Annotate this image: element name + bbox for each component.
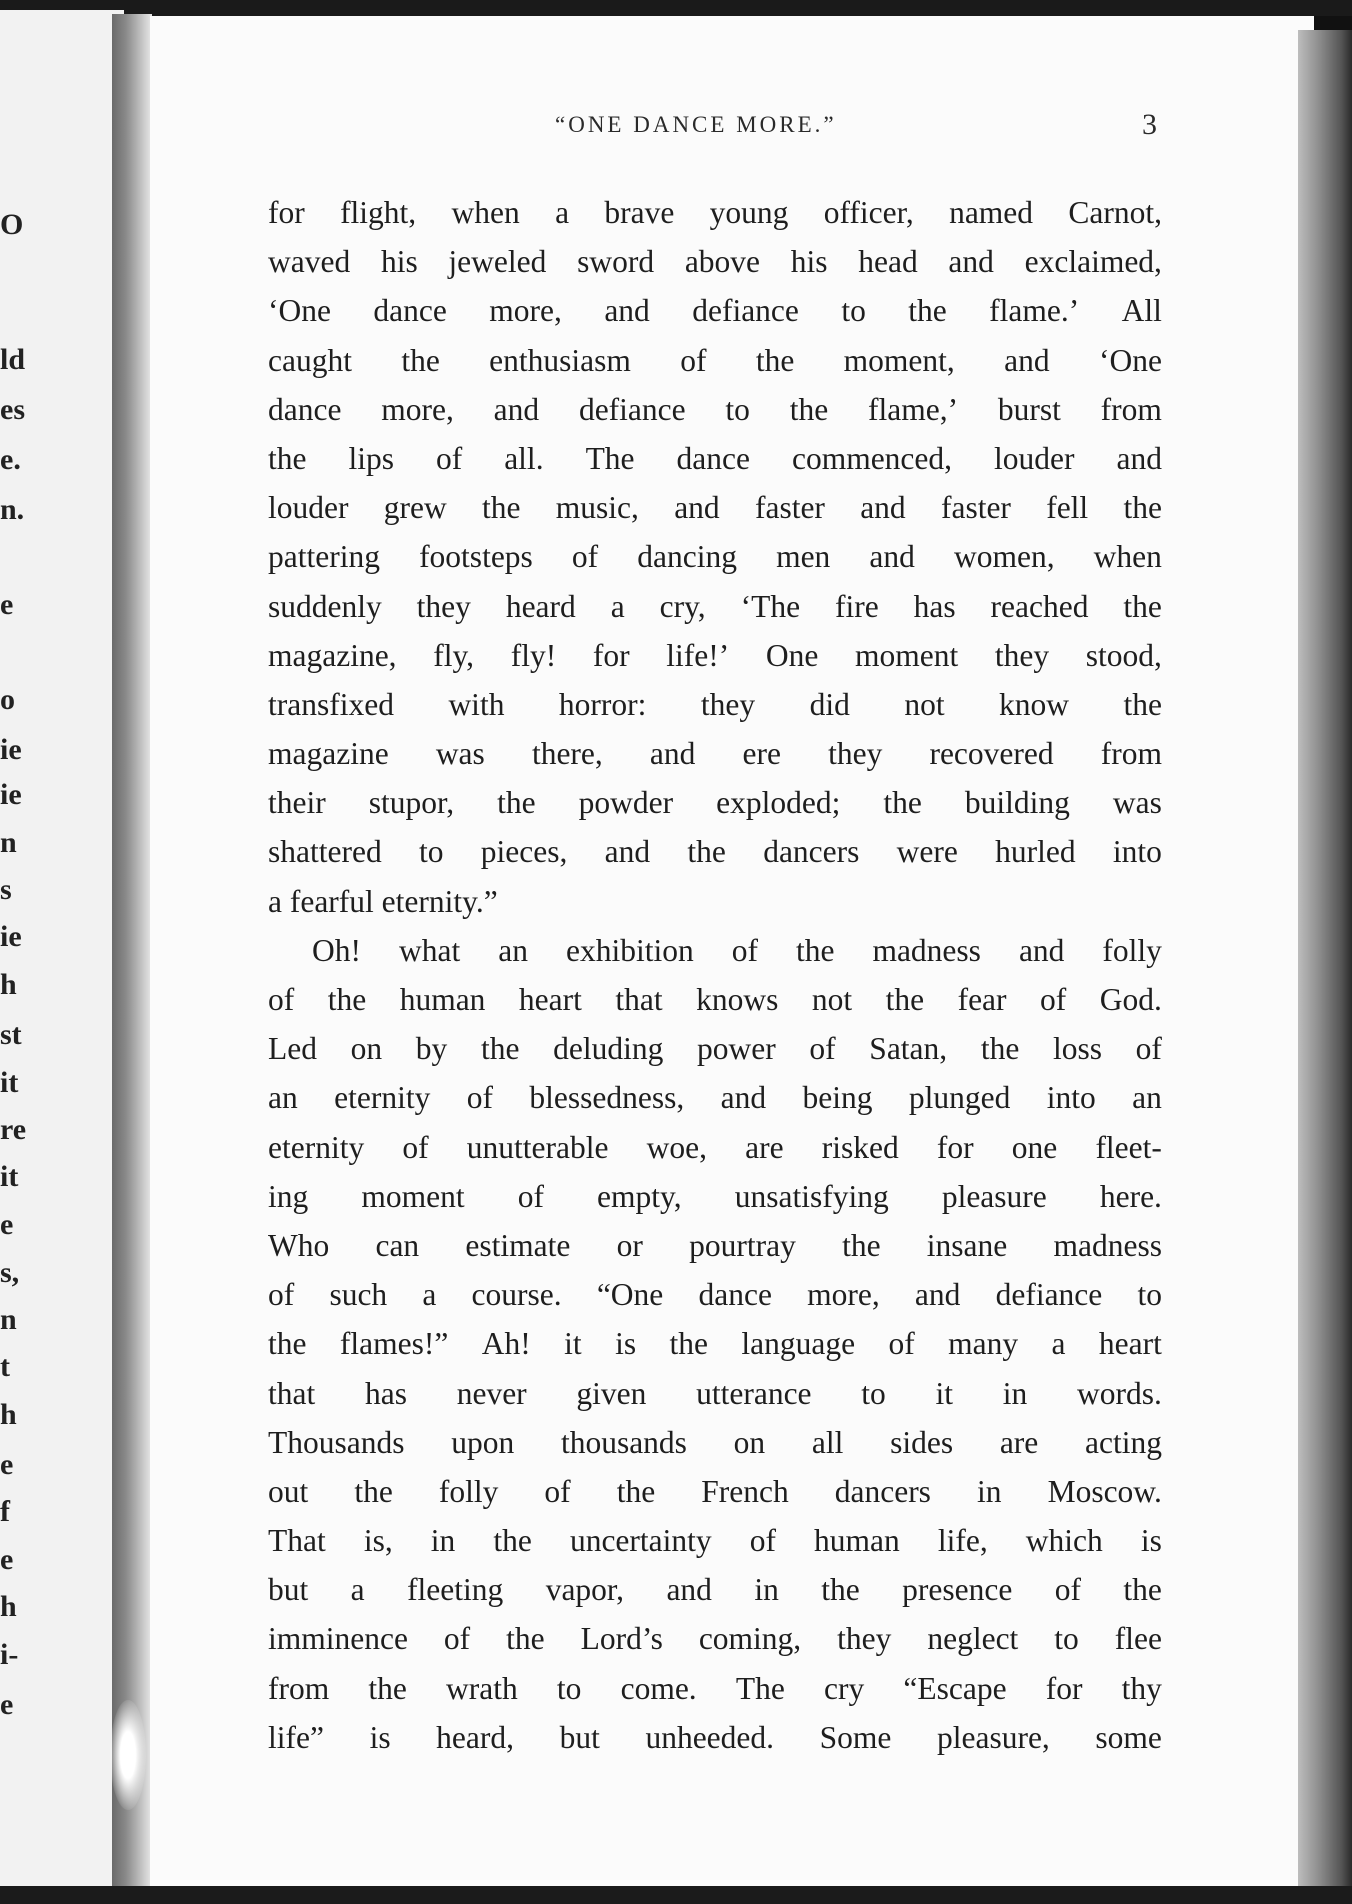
text-line: the lips of all. The dance commenced, louder and bbox=[268, 440, 1162, 476]
facing-page-edge bbox=[0, 10, 124, 1890]
text-line: louder grew the music, and faster and faster fell the bbox=[268, 490, 1162, 526]
facing-page-fragment: n. bbox=[0, 493, 25, 526]
text-line: for flight, when a brave young officer, named Carnot, bbox=[268, 195, 1162, 230]
facing-page-fragment: n bbox=[0, 826, 17, 859]
facing-page-fragment: e bbox=[0, 1543, 14, 1576]
text-line: imminence of the Lord’s coming, they neglect to flee bbox=[268, 1621, 1162, 1657]
text-line: but a fleeting vapor, and in the presence of the bbox=[268, 1572, 1162, 1608]
facing-page-fragment: h bbox=[0, 1398, 17, 1431]
text-line: eternity of unutterable woe, are risked for one fleet- bbox=[268, 1129, 1162, 1165]
text-line: a fearful eternity.” bbox=[268, 883, 498, 919]
facing-page-fragment: re bbox=[0, 1113, 27, 1146]
body-text bbox=[268, 188, 1162, 1762]
facing-page-fragment: it bbox=[0, 1160, 19, 1193]
facing-page-fragment: e bbox=[0, 1208, 14, 1241]
facing-page-fragment: ie bbox=[0, 778, 22, 811]
text-line: out the folly of the French dancers in Moscow. bbox=[268, 1473, 1162, 1509]
text-line: of the human heart that knows not the fear of God. bbox=[268, 982, 1162, 1017]
text-line: Who can estimate or pourtray the insane madness bbox=[268, 1227, 1162, 1263]
facing-page-fragment: ld bbox=[0, 343, 26, 376]
scan-top-border bbox=[0, 0, 1352, 16]
facing-page-fragment: s, bbox=[0, 1256, 20, 1289]
facing-page-fragment: O bbox=[0, 208, 24, 241]
book-gutter bbox=[112, 14, 152, 1890]
facing-page-fragment: e bbox=[0, 1688, 14, 1721]
text-line: life” is heard, but unheeded. Some pleasure, some bbox=[268, 1719, 1162, 1755]
text-line: the flames!” Ah! it is the language of many a heart bbox=[268, 1326, 1162, 1362]
text-line: ‘One dance more, and defiance to the flame.’ All bbox=[268, 293, 1162, 329]
text-line: transfixed with horror: they did not know the bbox=[268, 686, 1162, 722]
text-line: ing moment of empty, unsatisfying pleasure here. bbox=[268, 1178, 1162, 1214]
facing-page-fragment: it bbox=[0, 1066, 19, 1099]
facing-page-fragment: ie bbox=[0, 733, 22, 766]
text-line: pattering footsteps of dancing men and women, when bbox=[268, 539, 1162, 575]
facing-page-fragment: e bbox=[0, 1448, 14, 1481]
page-number: 3 bbox=[1142, 108, 1157, 141]
text-line: of such a course. “One dance more, and defiance to bbox=[268, 1277, 1162, 1313]
facing-page-fragment: e bbox=[0, 588, 14, 621]
facing-page-fragment: o bbox=[0, 683, 15, 716]
text-line: That is, in the uncertainty of human life, which is bbox=[268, 1523, 1162, 1559]
facing-page-fragment: f bbox=[0, 1495, 10, 1528]
text-line: waved his jeweled sword above his head and exclaimed, bbox=[268, 244, 1162, 280]
text-line: an eternity of blessedness, and being plunged into an bbox=[268, 1080, 1162, 1116]
text-line: from the wrath to come. The cry “Escape for thy bbox=[268, 1670, 1162, 1706]
text-line: magazine was there, and ere they recovered from bbox=[268, 736, 1162, 772]
text-line: dance more, and defiance to the flame,’ burst from bbox=[268, 391, 1162, 427]
text-line: that has never given utterance to it in words. bbox=[268, 1375, 1162, 1411]
text-line: their stupor, the powder exploded; the building was bbox=[268, 785, 1162, 821]
running-head: “ONE DANCE MORE.” bbox=[555, 112, 837, 137]
scan-bottom-border bbox=[0, 1886, 1352, 1904]
text-line: Thousands upon thousands on all sides are acting bbox=[268, 1424, 1162, 1460]
facing-page-fragment: h bbox=[0, 1590, 17, 1623]
facing-page-fragment: e. bbox=[0, 443, 21, 476]
text-line: caught the enthusiasm of the moment, and ‘One bbox=[268, 342, 1162, 378]
facing-page-fragment: st bbox=[0, 1018, 22, 1051]
scan-blot bbox=[110, 1700, 146, 1810]
page-edge-shadow bbox=[1298, 30, 1352, 1904]
facing-page-fragment: t bbox=[0, 1350, 10, 1383]
facing-page-fragment: i- bbox=[0, 1638, 19, 1671]
text-line: Oh! what an exhibition of the madness and folly bbox=[312, 932, 1162, 968]
facing-page-fragment: n bbox=[0, 1303, 17, 1336]
facing-page-fragment: es bbox=[0, 393, 25, 426]
text-line: magazine, fly, fly! for life!’ One moment they stood, bbox=[268, 637, 1162, 673]
text-line: suddenly they heard a cry, ‘The fire has reached the bbox=[268, 588, 1162, 624]
facing-page-fragment: h bbox=[0, 968, 17, 1001]
facing-page-fragment: ie bbox=[0, 920, 22, 953]
text-line: Led on by the deluding power of Satan, the loss of bbox=[268, 1031, 1162, 1067]
text-line: shattered to pieces, and the dancers were hurled into bbox=[268, 834, 1162, 870]
facing-page-fragment: s bbox=[0, 873, 12, 906]
